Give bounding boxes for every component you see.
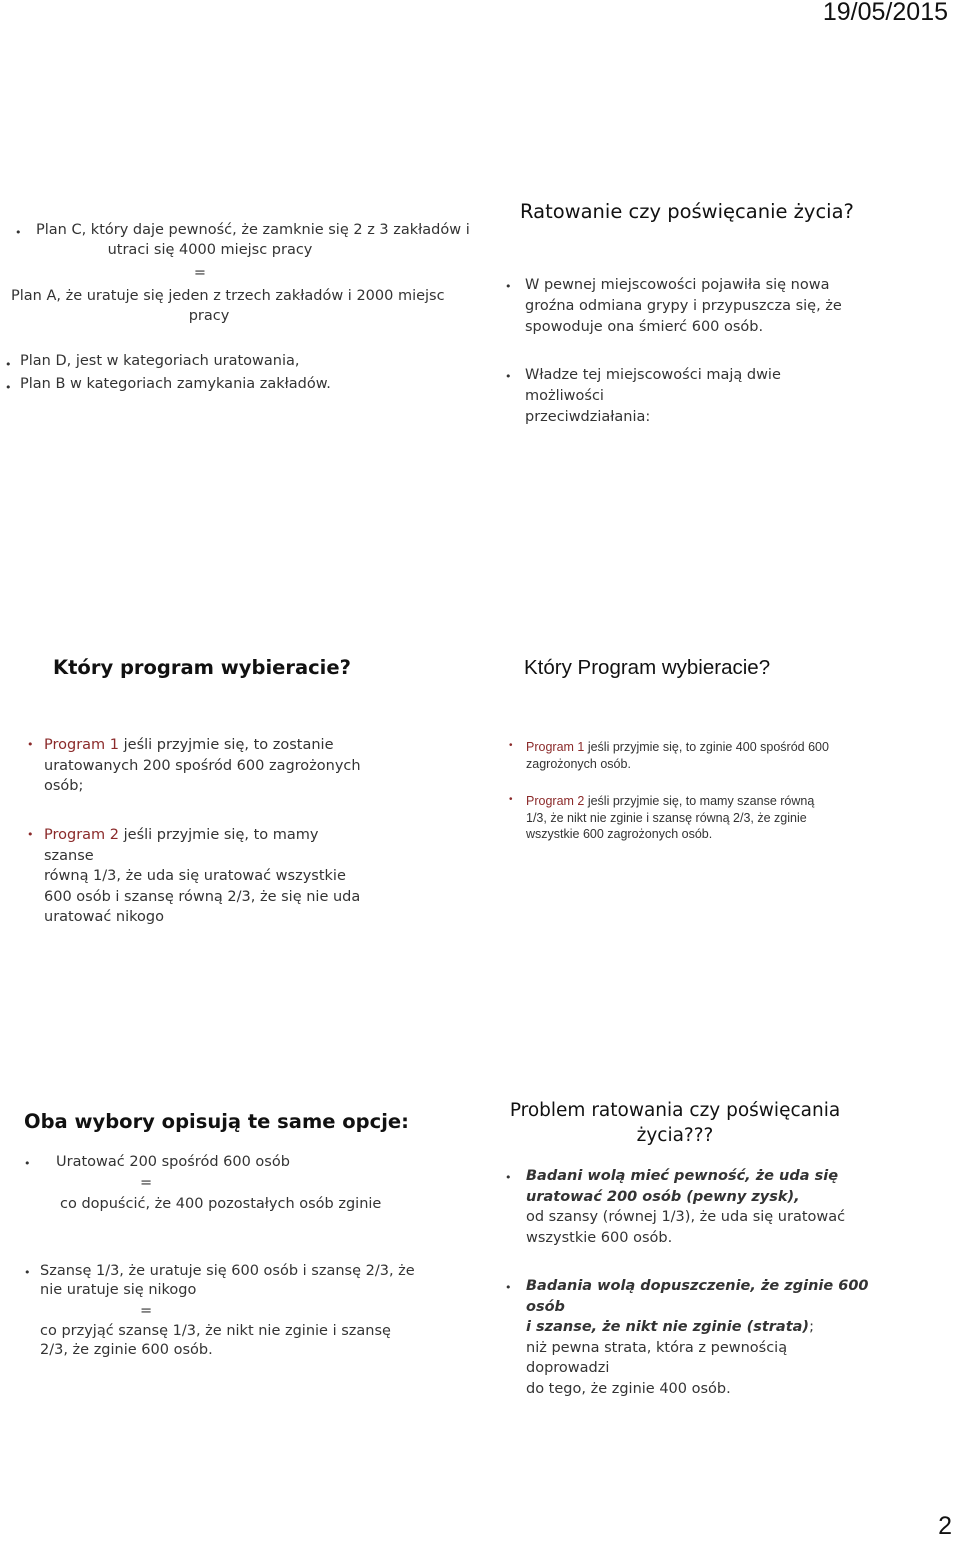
slide2-bullet1-line3: spowoduje ona śmierć 600 osób. (525, 319, 764, 335)
slide4-program1 (509, 739, 866, 772)
slide1-bullet1-line2: utraci się 4000 miejsc pracy (107, 242, 313, 258)
bullet-dot: • (505, 1281, 512, 1294)
slide2-bullet1 (505, 275, 855, 338)
slide6-title (500, 1098, 850, 1148)
slide1-bullet2: Plan D, jest w kategoriach uratowania, (20, 353, 300, 369)
program2-label: Program 2 (526, 794, 585, 808)
slide4-program2-line2: 1/3, że nikt nie zginie i szansę równą 2/3, że zginie (526, 810, 807, 825)
slide6-bullet1 (505, 1166, 871, 1248)
slide6-bullet2-line3: niż pewna strata, która z pewnością doprowadzi (526, 1339, 788, 1376)
slide3-program1-line1 (44, 735, 364, 756)
slide5-bullet2-line1: Szansę 1/3, że uratuje się 600 osób i szansę 2/3, że (40, 1263, 415, 1279)
bullet-dot: • (27, 738, 34, 751)
slide3-program2 (27, 825, 364, 928)
slide2-bullet2-line2: przeciwdziałania: (525, 409, 651, 425)
slide5-bullet2-equals: = (140, 1303, 153, 1319)
slide2-bullet2 (505, 365, 855, 428)
slide4-program2-line1 (526, 793, 866, 810)
slide4-program1-line2: zagrożonych osób. (526, 756, 631, 771)
slide1-bullet3: Plan B w kategoriach zamykania zakładów. (20, 376, 331, 392)
slide2-title: Ratowanie czy poświęcanie życia? (520, 200, 854, 223)
slide6-bullet2 (505, 1276, 871, 1399)
program2-label: Program 2 (44, 827, 120, 843)
bullet-dot: • (24, 1266, 31, 1279)
slide6-bullet2-line1: Badania wolą dopuszczenie, że zginie 600 osób (526, 1278, 869, 1315)
slide5-bullet2-line4: 2/3, że zginie 600 osób. (40, 1342, 213, 1358)
slide2-bullet2-line1: Władze tej miejscowości mają dwie możliwości (525, 367, 781, 404)
program1-text: jeśli przyjmie się, to zginie 400 spośród 600 (584, 740, 829, 754)
slide5-bullet1-equals: = (140, 1175, 153, 1191)
slide6-bullet1-line3: od szansy (równej 1/3), że uda się uratować (526, 1209, 846, 1225)
bullet-dot: • (505, 280, 512, 293)
slide6-bullet1-line2: uratować 200 osób (pewny zysk), (526, 1188, 800, 1205)
slide2-bullet1-line1: W pewnej miejscowości pojawiła się nowa (525, 277, 830, 293)
slide4-title: Który Program wybieracie? (524, 656, 771, 679)
slide5-bullet1-line2: co dopuścić, że 400 pozostałych osób zginie (60, 1196, 382, 1212)
slide4-program2 (509, 793, 866, 843)
bullet-dot: • (27, 828, 34, 841)
bullet-dot: • (5, 358, 12, 371)
slide6-bullet2-line2-bold: i szanse, że nikt nie zginie (strata) (526, 1319, 810, 1335)
slide1-bullet1-line1: Plan C, który daje pewność, że zamknie się 2 z 3 zakładów i (36, 222, 470, 238)
slide6-title-line2: życia??? (636, 1125, 714, 1146)
slide1-bullet1-line3: Plan A, że uratuje się jeden z trzech zakładów i 2000 miejsc (11, 288, 445, 304)
slide3-program1-line2: uratowanych 200 spośród 600 zagrożonych (44, 757, 361, 774)
slide6-bullet2-line2 (526, 1317, 871, 1338)
bullet-dot: • (24, 1157, 31, 1170)
slide3-program1 (27, 735, 364, 797)
program2-text: jeśli przyjmie się, to mamy szanse (44, 827, 319, 864)
slide6-bullet1-line4: wszystkie 600 osób. (526, 1229, 673, 1246)
slide3-program1-line3: osób; (44, 778, 84, 794)
slide3-program2-line3: 600 osób i szansę równą 2/3, że się nie uda (44, 888, 361, 905)
bullet-dot: • (5, 381, 12, 394)
slide3-title: Który program wybieracie? (53, 656, 351, 679)
slide3-program2-line1 (44, 825, 364, 866)
slide3-program2-line2: równą 1/3, że uda się uratować wszystkie (44, 868, 346, 884)
slide6-bullet2-line4: do tego, że zginie 400 osób. (526, 1380, 731, 1397)
slide1-bullet1-line4: pracy (188, 308, 230, 324)
slide5-bullet1-line1: Uratować 200 spośród 600 osób (56, 1154, 290, 1170)
slide3-program2-line4: uratować nikogo (44, 909, 164, 925)
slide5-title: Oba wybory opisują te same opcje: (24, 1110, 409, 1133)
bullet-dot: • (505, 1171, 512, 1184)
slide5-bullet2-line3: co przyjąć szansę 1/3, że nikt nie zginie i szansę (40, 1323, 391, 1339)
page-number: 2 (938, 1512, 952, 1540)
program2-text: jeśli przyjmie się, to mamy szanse równą (584, 794, 815, 808)
slide5-bullet2-line2: nie uratuje się nikogo (40, 1282, 197, 1298)
program1-label: Program 1 (526, 740, 585, 754)
program1-text: jeśli przyjmie się, to zostanie (119, 737, 334, 753)
slide6-bullet1-line1: Badani wolą mieć pewność, że uda się (526, 1168, 839, 1184)
slide4-program2-line3: wszystkie 600 zagrożonych osób. (526, 827, 713, 841)
program1-label: Program 1 (44, 737, 120, 753)
slide2-bullet1-line2: groźna odmiana grypy i przypuszcza się, że (525, 298, 842, 314)
slide6-bullet2-line2-rest: ; (809, 1319, 814, 1335)
bullet-dot: • (509, 794, 513, 805)
date-header: 19/05/2015 (822, 0, 948, 26)
slide1-equals: = (193, 265, 207, 281)
slide6-title-line1: Problem ratowania czy poświęcania (509, 1100, 841, 1121)
bullet-dot: • (509, 740, 513, 751)
bullet-dot: • (505, 370, 512, 383)
bullet-dot: • (15, 226, 22, 239)
slide4-program1-line1 (526, 739, 866, 756)
